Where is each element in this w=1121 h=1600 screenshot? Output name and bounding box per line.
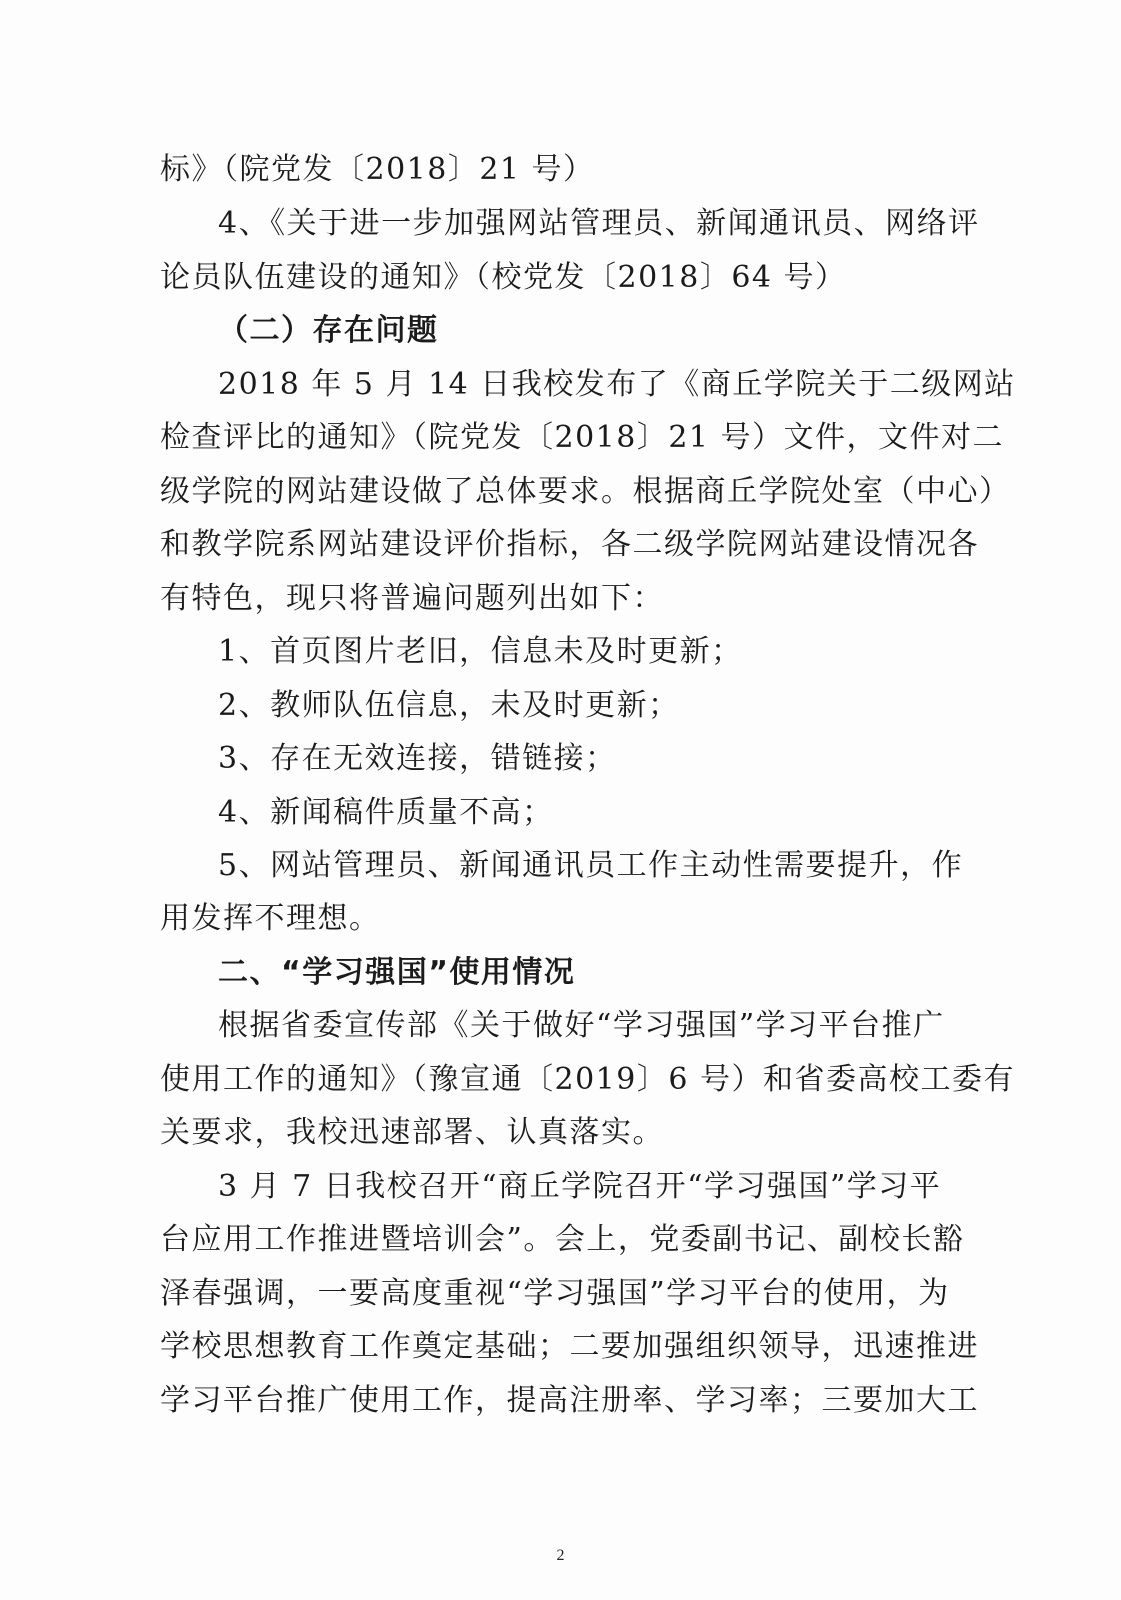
text-line: 有特色，现只将普遍问题列出如下： bbox=[160, 581, 664, 616]
text-line: 论员队伍建设的通知》（校党发〔2018〕64 号） bbox=[160, 260, 847, 295]
section-heading: 二、“学习强国”使用情况 bbox=[218, 955, 576, 990]
list-item: 3、存在无效连接，错链接； bbox=[218, 741, 617, 776]
text-line: 使用工作的通知》（豫宣通〔2019〕6 号）和省委高校工委有 bbox=[160, 1062, 1015, 1097]
section-heading: （二）存在问题 bbox=[218, 313, 439, 348]
text-line: 学校思想教育工作奠定基础；二要加强组织领导，迅速推进 bbox=[160, 1329, 979, 1364]
text-line: 根据省委宣传部《关于做好“学习强国”学习平台推广 bbox=[218, 1008, 945, 1043]
text-line: 泽春强调，一要高度重视“学习强国”学习平台的使用，为 bbox=[160, 1276, 950, 1311]
text-line: 学习平台推广使用工作，提高注册率、学习率；三要加大工 bbox=[160, 1383, 979, 1418]
text-line: 关要求，我校迅速部署、认真落实。 bbox=[160, 1115, 664, 1150]
text-line: 标》（院党发〔2018〕21 号） bbox=[160, 152, 595, 187]
text-line: 4、《关于进一步加强网站管理员、新闻通讯员、网络评 bbox=[218, 206, 980, 241]
list-item: 5、网站管理员、新闻通讯员工作主动性需要提升，作 bbox=[218, 848, 964, 883]
list-item: 1、首页图片老旧，信息未及时更新； bbox=[218, 634, 743, 669]
text-line: 级学院的网站建设做了总体要求。根据商丘学院处室（中心） bbox=[160, 474, 1011, 509]
page-number: 2 bbox=[556, 1547, 565, 1564]
text-line: 台应用工作推进暨培训会”。会上，党委副书记、副校长豁 bbox=[160, 1222, 965, 1257]
list-item: 4、新闻稿件质量不高； bbox=[218, 795, 554, 830]
text-line: 用发挥不理想。 bbox=[160, 901, 381, 936]
text-line: 2018 年 5 月 14 日我校发布了《商丘学院关于二级网站 bbox=[218, 367, 1016, 402]
text-line: 3 月 7 日我校召开“商丘学院召开“学习强国”学习平 bbox=[218, 1169, 942, 1204]
list-item: 2、教师队伍信息，未及时更新； bbox=[218, 688, 680, 723]
text-line: 检查评比的通知》（院党发〔2018〕21 号）文件，文件对二 bbox=[160, 420, 1005, 455]
text-line: 和教学院系网站建设评价指标，各二级学院网站建设情况各 bbox=[160, 527, 979, 562]
